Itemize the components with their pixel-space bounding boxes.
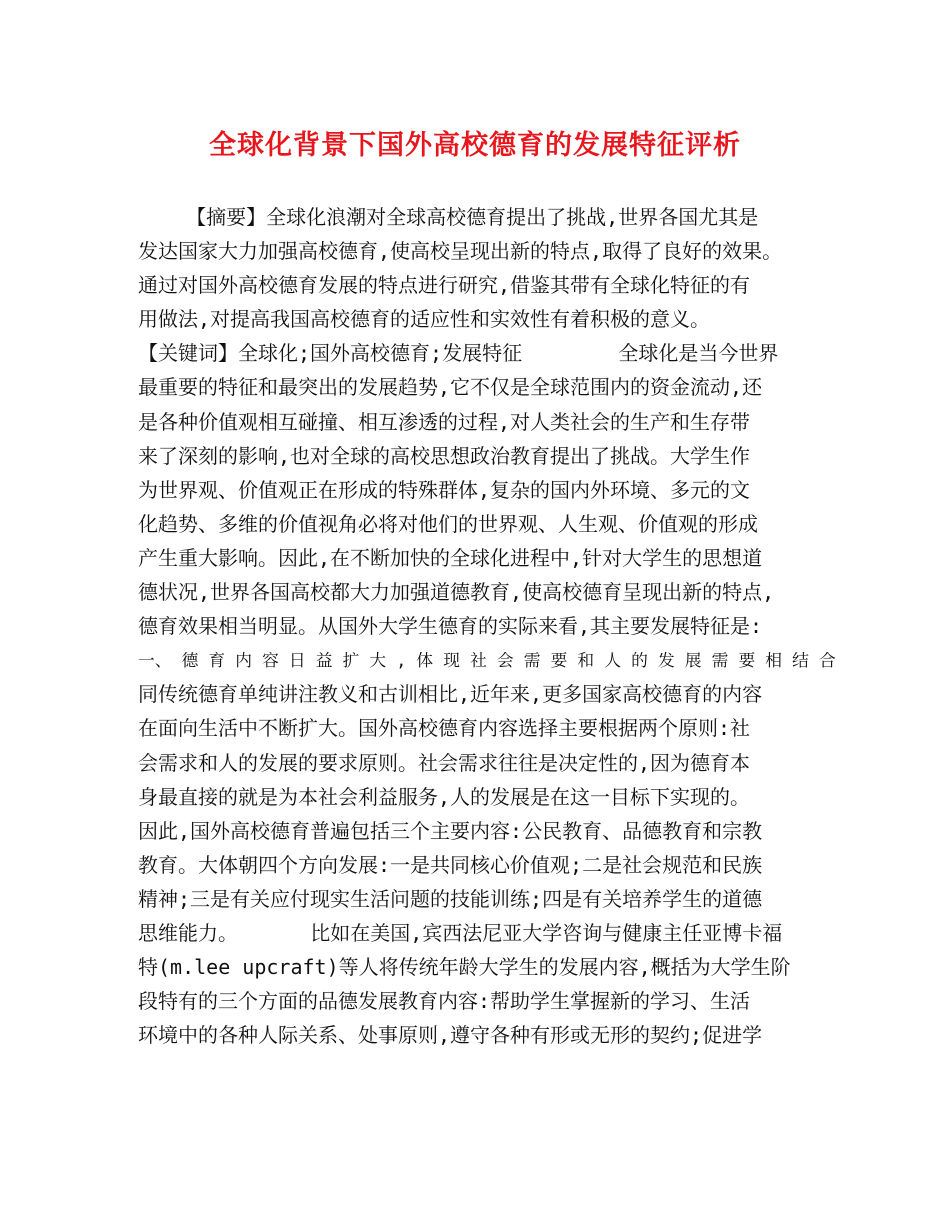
body-line: 【关键词】全球化;国外高校德育;发展特征 全球化是当今世界 [138, 341, 779, 366]
body-line: 环境中的各种人际关系、处事原则,遵守各种有形或无形的契约;促进学 [138, 1023, 763, 1048]
body-line: 会需求和人的发展的要求原则。社会需求往往是决定性的,因为德育本 [138, 750, 751, 775]
body-line: 身最直接的就是为本社会利益服务,人的发展是在这一目标下实现的。 [138, 784, 751, 809]
body-line: 来了深刻的影响,也对全球的高校思想政治教育提出了挑战。大学生作 [138, 443, 751, 468]
body-line: 化趋势、多维的价值视角必将对他们的世界观、人生观、价值观的形成 [138, 511, 758, 536]
body-line: 产生重大影响。因此,在不断加快的全球化进程中,针对大学生的思想道 [138, 545, 763, 570]
body-line: 德状况,世界各国高校都大力加强道德教育,使高校德育呈现出新的特点, [138, 580, 775, 605]
section-heading-line: 一、 德 育 内 容 日 益 扩 大 , 体 现 社 会 需 要 和 人 的 发 展 需 要 相 结 合 [138, 650, 836, 671]
body-line: 通过对国外高校德育发展的特点进行研究,借鉴其带有全球化特征的有 [138, 273, 751, 298]
body-line: 教育。大体朝四个方向发展:一是共同核心价值观;二是社会规范和民族 [138, 852, 763, 877]
body-line: 因此,国外高校德育普遍包括三个主要内容:公民教育、品德教育和宗教 [138, 818, 763, 843]
body-line: 思维能力。 比如在美国,宾西法尼亚大学咨询与健康主任亚博卡福 [138, 920, 783, 945]
body-line: 特(m.lee upcraft)等人将传统年龄大学生的发展内容,概括为大学生阶 [138, 955, 791, 980]
body-line: 德育效果相当明显。从国外大学生德育的实际来看,其主要发展特征是: [138, 614, 763, 639]
body-line: 用做法,对提高我国高校德育的适应性和实效性有着积极的意义。 [138, 307, 711, 332]
body-line: 精神;三是有关应付现实生活问题的技能训练;四是有关培养学生的道德 [138, 886, 763, 911]
body-line: 【摘要】全球化浪潮对全球高校德育提出了挑战,世界各国尤其是 [138, 205, 759, 229]
document-title: 全球化背景下国外高校德育的发展特征评析 [209, 130, 741, 161]
body-line: 发达国家大力加强高校德育,使高校呈现出新的特点,取得了良好的效果。 [138, 239, 783, 264]
body-line: 是各种价值观相互碰撞、相互渗透的过程,对人类社会的生产和生存带 [138, 409, 751, 434]
body-line: 在面向生活中不断扩大。国外高校德育内容选择主要根据两个原则:社 [138, 716, 751, 741]
body-line: 同传统德育单纯讲注教义和古训相比,近年来,更多国家高校德育的内容 [138, 682, 763, 707]
body-line: 最重要的特征和最突出的发展趋势,它不仅是全球范围内的资金流动,还 [138, 375, 763, 400]
document-body [138, 200, 838, 1052]
body-line: 为世界观、价值观正在形成的特殊群体,复杂的国内外环境、多元的文 [138, 477, 751, 502]
body-line: 段特有的三个方面的品德发展教育内容:帮助学生掌握新的学习、生活 [138, 989, 751, 1014]
